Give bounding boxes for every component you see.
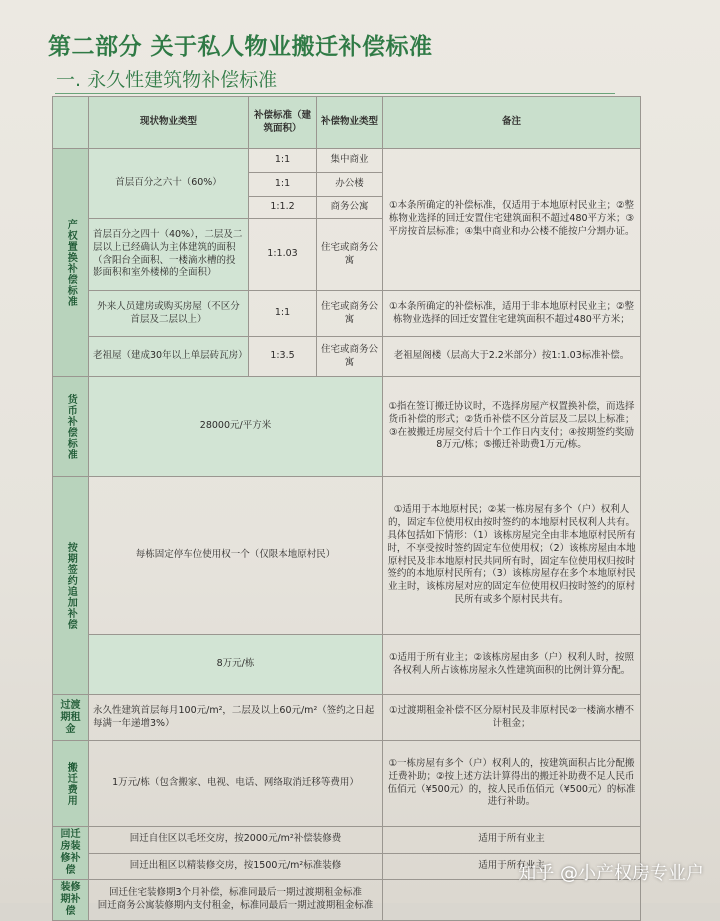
category-transition-rent: 过渡期租金	[53, 695, 89, 741]
renovation-rental: 回迁出租区以精装修交房，按1500元/m²标准装修	[89, 853, 383, 880]
comp-type-cell: 办公楼	[317, 173, 383, 197]
table-row	[53, 880, 641, 921]
table-header-row	[53, 97, 641, 149]
note-cell-empty	[383, 880, 641, 921]
category-property-swap: 产权置换补偿标准	[53, 149, 89, 377]
category-on-time-signing: 按期签约追加补偿	[53, 477, 89, 695]
header-standard: 补偿标准（建筑面积）	[249, 97, 317, 149]
header-property-type: 现状物业类型	[89, 97, 249, 149]
table-row	[53, 377, 641, 477]
category-renovation-period: 装修期补偿	[53, 880, 89, 921]
table-row	[53, 695, 641, 741]
standard-cell: 1:1.03	[249, 219, 317, 291]
table-row	[53, 291, 641, 337]
note-cell: ①指在签订搬迁协议时，不选择房屋产权置换补偿，而选择货币补偿的形式；②货币补偿不区分首层及二层以上标准；③在被搬迁房屋交付后十个工作日内支付；④按期签约奖励8万元/栋；⑤搬迁补助费1万元/栋。	[383, 377, 641, 477]
standard-cell: 1:1	[249, 173, 317, 197]
type-outsider-house: 外来人员建房或购买房屋（不区分首层及二层以上）	[89, 291, 249, 337]
rent-desc: 永久性建筑首层每月100元/m²，二层及以上60元/m²（签约之日起每满一年递增3%）	[89, 695, 383, 741]
standard-cell: 1:1	[249, 291, 317, 337]
section-subheading: 一. 永久性建筑物补偿标准	[56, 69, 278, 91]
table-row	[53, 477, 641, 635]
comp-type-cell: 住宅或商务公寓	[317, 337, 383, 377]
category-renovation-comp: 回迁房装修补偿	[53, 827, 89, 880]
table-row	[53, 635, 641, 695]
type-ancestral-house: 老祖屋（建成30年以上单层砖瓦房）	[89, 337, 249, 377]
heading-underline	[55, 93, 615, 94]
page-heading: 第二部分 关于私人物业搬迁补偿标准	[48, 34, 433, 60]
compensation-table	[52, 96, 641, 921]
note-cell: ①本条所确定的补偿标准，适用于非本地原村民业主；②整栋物业选择的回迁安置住宅建筑面积不超过480平方米；	[383, 291, 641, 337]
category-monetary: 货币补偿标准	[53, 377, 89, 477]
standard-cell: 1:1.2	[249, 197, 317, 219]
note-cell: ①过渡期租金补偿不区分原村民及非原村民②一楼滴水槽不计租金；	[383, 695, 641, 741]
renovation-self-use: 回迁自住区以毛坯交房，按2000元/m²补偿装修费	[89, 827, 383, 854]
zhihu-watermark: 知乎 @小产权房专业户	[518, 863, 704, 884]
parking-right-desc: 每栋固定停车位使用权一个（仅限本地原村民）	[89, 477, 383, 635]
type-first-floor-60: 首层百分之六十（60%）	[89, 149, 249, 219]
monetary-value: 28000元/平方米	[89, 377, 383, 477]
note-cell: ①适用于本地原村民；②某一栋房屋有多个（户）权利人的，固定车位使用权由按时签约的本地原村民权利人共有。具体包括如下情形：（1）该栋房屋完全由非本地原村民所有时，不享受按时签约固定车位使用权；（2）该栋房屋由本地原村民及非本地原村民共同所有时，固定车位使用权归按时签约的本地原村民所有；（3）该栋房屋存在多个本地原村民业主时，该栋房屋对应的固定车位使用权归按时签约的原村民所有或多个原村民共有。	[383, 477, 641, 635]
table-row	[53, 741, 641, 827]
bonus-amount: 8万元/栋	[89, 635, 383, 695]
table-row	[53, 149, 641, 173]
table-row	[53, 337, 641, 377]
comp-type-cell: 商务公寓	[317, 197, 383, 219]
note-cell: 适用于所有业主	[383, 853, 641, 880]
note-cell: ①适用于所有业主；②该栋房屋由多（户）权利人时，按照各权利人所占该栋房屋永久性建筑面积的比例计算分配。	[383, 635, 641, 695]
header-comp-type: 补偿物业类型	[317, 97, 383, 149]
header-blank	[53, 97, 89, 149]
category-relocation-fee: 搬迁费用	[53, 741, 89, 827]
note-cell: ①本条所确定的补偿标准，仅适用于本地原村民业主；②整栋物业选择的回迁安置住宅建筑面积不超过480平方米；③平房按首层标准；④集中商业和办公楼不能按户分割办证。	[383, 149, 641, 291]
renovation-period-desc	[89, 880, 383, 921]
comp-type-cell: 住宅或商务公寓	[317, 291, 383, 337]
relocation-fee-desc: 1万元/栋（包含搬家、电视、电话、网络取消迁移等费用）	[89, 741, 383, 827]
standard-cell: 1:3.5	[249, 337, 317, 377]
note-cell: ①一栋房屋有多个（户）权利人的，按建筑面积占比分配搬迁费补助；②按上述方法计算得出的搬迁补助费不足人民币伍佰元（¥500元）的，按人民币伍佰元（¥500元）的标准进行补助。	[383, 741, 641, 827]
note-cell: 老祖屋阁楼（层高大于2.2米部分）按1:1.03标准补偿。	[383, 337, 641, 377]
comp-type-cell: 集中商业	[317, 149, 383, 173]
standard-cell: 1:1	[249, 149, 317, 173]
header-note: 备注	[383, 97, 641, 149]
comp-type-cell: 住宅或商务公寓	[317, 219, 383, 291]
type-first-floor-40: 首层百分之四十（40%），二层及二层以上已经确认为主体建筑的面积（含阳台全面积、一楼滴水槽的投影面积和室外楼梯的全面积）	[89, 219, 249, 291]
renovation-period-line-2: 回迁商务公寓装修期内支付租金，标准同最后一期过渡期租金标准	[97, 900, 374, 911]
renovation-period-line-1: 回迁住宅装修期3个月补偿，标准同最后一期过渡期租金标准	[108, 887, 363, 899]
note-cell: 适用于所有业主	[383, 827, 641, 854]
table-row	[53, 827, 641, 854]
